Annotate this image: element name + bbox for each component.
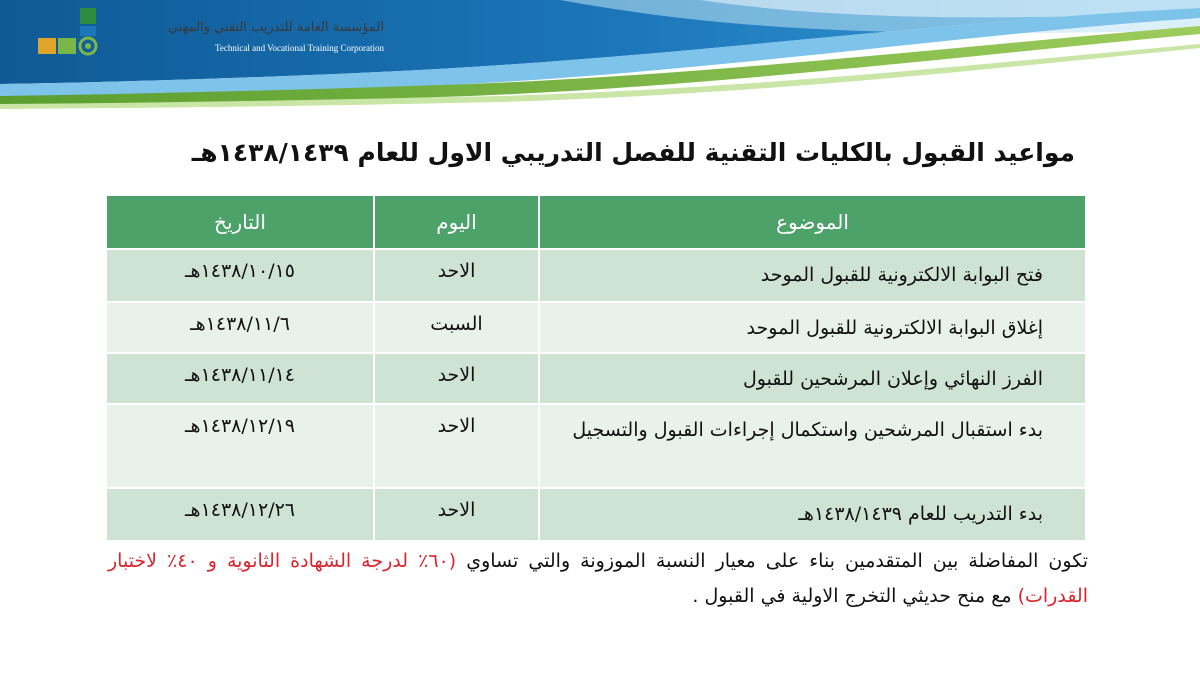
header-topic: الموضوع <box>539 195 1086 249</box>
row-topic: الفرز النهائي وإعلان المرشحين للقبول <box>539 353 1086 404</box>
logo-arabic-name: المؤسسة العامة للتدريب التقني والمهني <box>167 20 384 35</box>
row-day: السبت <box>374 302 539 353</box>
table-row <box>106 302 1086 353</box>
header-date: التاريخ <box>106 195 374 249</box>
row-topic: بدء التدريب للعام ١٤٣٨/١٤٣٩هـ <box>539 488 1086 541</box>
table-row <box>106 353 1086 404</box>
logo-english-name: Technical and Vocational Training Corporation <box>214 43 384 53</box>
note-text-end: مع منح حديثي التخرج الاولية في القبول . <box>692 585 1012 607</box>
table-header-row <box>106 195 1086 249</box>
row-topic: بدء استقبال المرشحين واستكمال إجراءات القبول والتسجيل <box>539 404 1086 488</box>
row-date: ١٤٣٨/١١/١٤هـ <box>106 353 374 404</box>
table-row <box>106 404 1086 488</box>
weighting-note <box>108 544 1088 614</box>
row-topic: إغلاق البوابة الالكترونية للقبول الموحد <box>539 302 1086 353</box>
note-text-start: تكون المفاضلة بين المتقدمين بناء على معيار النسبة الموزونة والتي تساوي <box>466 550 1088 572</box>
row-day: الاحد <box>374 249 539 302</box>
tvtc-logo-icon <box>38 8 100 60</box>
row-date: ١٤٣٨/١٢/١٩هـ <box>106 404 374 488</box>
row-date: ١٤٣٨/١١/٦هـ <box>106 302 374 353</box>
table-row <box>106 249 1086 302</box>
row-date: ١٤٣٨/١٢/٢٦هـ <box>106 488 374 541</box>
row-day: الاحد <box>374 404 539 488</box>
note-weights-highlight: (٦٠٪ لدرجة الشهادة الثانوية و ٤٠٪ لاختبار القدرات) <box>108 550 1088 607</box>
row-day: الاحد <box>374 488 539 541</box>
row-date: ١٤٣٨/١٠/١٥هـ <box>106 249 374 302</box>
row-topic: فتح البوابة الالكترونية للقبول الموحد <box>539 249 1086 302</box>
admission-schedule-table <box>105 194 1087 542</box>
page-title: مواعيد القبول بالكليات التقنية للفصل التدريبي الاول للعام ١٤٣٨/١٤٣٩هـ <box>191 138 1075 167</box>
header-banner <box>0 0 1200 110</box>
logo <box>38 8 384 60</box>
header-day: اليوم <box>374 195 539 249</box>
row-day: الاحد <box>374 353 539 404</box>
table-row <box>106 488 1086 541</box>
